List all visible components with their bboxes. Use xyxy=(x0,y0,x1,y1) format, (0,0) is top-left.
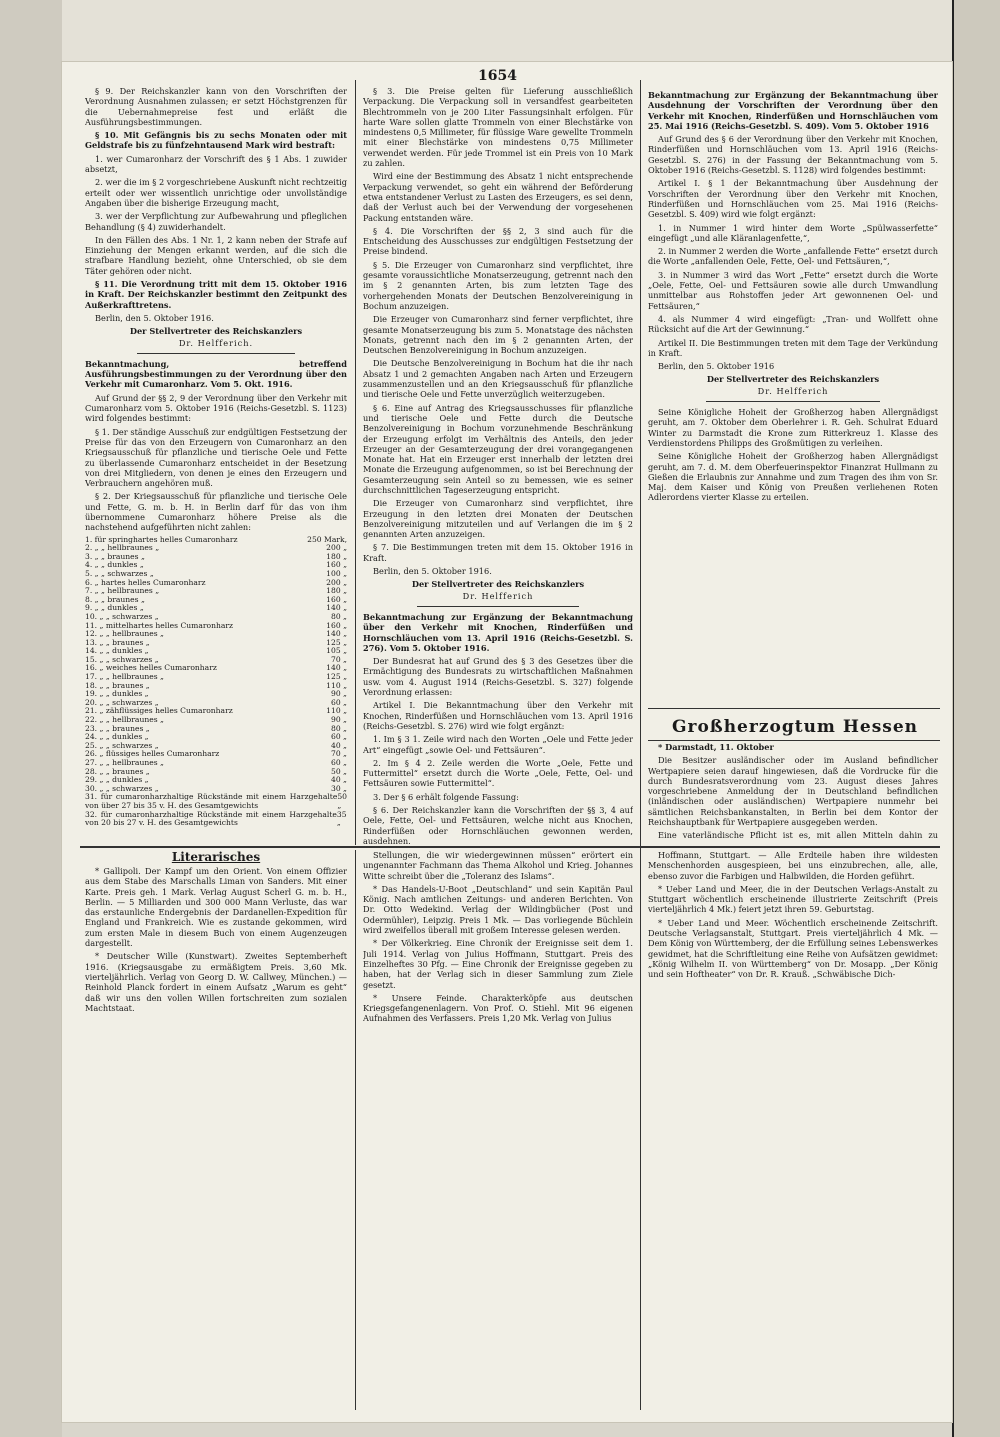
signature-title: Der Stellvertreter des Reichskanzlers xyxy=(706,374,880,385)
column-3 xyxy=(648,86,938,706)
dateline: * Darmstadt, 11. Oktober xyxy=(658,742,774,752)
paragraph: § 10. Mit Gefängnis bis zu sechs Monaten oder mit Geldstrafe bis zu fünfzehntausend Mark wird bestraft: xyxy=(85,130,347,151)
price-value: 140 „ xyxy=(326,603,347,613)
price-value: 105 „ xyxy=(326,646,347,656)
column-rule xyxy=(355,80,356,845)
price-label: 15. „ „ schwarzes „ xyxy=(85,654,159,664)
price-label: 3. „ „ braunes „ xyxy=(85,551,145,561)
price-label: 7. „ „ hellbraunes „ xyxy=(85,586,160,596)
paragraph: * Gallipoli. Der Kampf um den Orient. Von einem Offizier aus dem Stabe des Marschalls Liman von Sanders. Mit einer Karte. Preis geh. 1 Mark. Verlag August Scherl G. m. b. H., Berlin. — 5 Milliarden und 300 000 Mann Verluste, das war das erstaunliche Endergebnis der Dardanellen-Expedition für England und Frankreich. Wie es zustande gekommen, wird zum ersten Male in diesem Buch von einem Augenzeugen dargestellt. xyxy=(85,866,347,949)
paragraph: Artikel I. § 1 der Bekanntmachung über Ausdehnung der Vorschriften der Verordnung über den Verkehr mit Knochen, Rinderfüßen und Hornschläuchen vom 25. Mai 1916 (Reichs-Gesetzbl. S. 409) wird wie folgt ergänzt: xyxy=(648,178,938,220)
price-value: 160 „ xyxy=(326,560,347,570)
paragraph: * Unsere Feinde. Charakterköpfe aus deutschen Kriegsgefangenenlagern. Von Prof. O. Stiehl. Mit 96 eigenen Aufnahmen des Verfassers. Preis 1,20 Mk. Verlag von Julius xyxy=(363,992,633,1024)
paragraph: * Der Völkerkrieg. Eine Chronik der Ereignisse seit dem 1. Juli 1914. Verlag von Julius Hoffmann, Stuttgart. Preis des Einzelheftes 30 Pfg. — Eine Chronik der Ereignisse gegeben zu haben, hat der Verlag sich in dieser Sammlung zum Ziele gesetzt. xyxy=(363,938,633,990)
price-label: 30. „ „ schwarzes „ xyxy=(85,783,159,793)
paragraph: * Das Handels-U-Boot „Deutschland“ und sein Kapitän Paul König. Nach amtlichen Zeitungs- und anderen Berichten. Von Dr. Otto Wedekind. Verlag der Wildingbücher (Post und Odermühler), Leipzig. Preis 1 Mk. — Das vorliegende Büchlein wird zweifellos überall mit großem Interesse gelesen werden. xyxy=(363,883,633,936)
price-label: 1. für springhartes helles Cumaronharz xyxy=(85,534,238,544)
list-item: 1. wer Cumaronharz der Vorschrift des § 1 Abs. 1 zuwider absetzt, xyxy=(85,153,347,175)
column-2 xyxy=(363,86,633,846)
price-label: 18. „ „ braunes „ xyxy=(85,680,150,690)
price-label: 26. „ flüssiges helles Cumaronharz xyxy=(85,749,220,759)
list-item: 2. wer die im § 2 vorgeschriebene Auskunft nicht rechtzeitig erteilt oder wer wissentlich unrichtige oder unvollständige Angaben über die bisherige Erzeugung macht, xyxy=(85,177,347,208)
price-value: 180 „ xyxy=(326,551,347,561)
paragraph: Artikel II. Die Bestimmungen treten mit dem Tage der Verkündung in Kraft. xyxy=(648,337,938,358)
price-value: 60 „ xyxy=(330,732,347,742)
price-label: 8. „ „ braunes „ xyxy=(85,594,145,604)
hessen-news xyxy=(648,742,938,842)
price-label: 6. „ hartes helles Cumaronharz xyxy=(85,577,206,587)
section-title: Großherzogtum Hessen xyxy=(671,717,919,737)
price-value: 35 „ xyxy=(336,809,347,828)
price-label: 5. „ „ schwarzes „ xyxy=(85,568,154,578)
signature-title: Der Stellvertreter des Reichskanzlers xyxy=(411,579,585,590)
list-item: 3. in Nummer 3 wird das Wort „Fette“ ersetzt durch die Worte „Oele, Fette, Oel- und Fettsäuren sowie alle durch Umwandlung unmittelbar aus Rohstoffen jeder Art gewonnenen Oel- und Fettsäuren,“ xyxy=(648,269,938,311)
paragraph: § 2. Der Kriegsausschuß für pflanzliche und tierische Oele und Fette, G. m. b. H. in Berlin darf für das von ihm übernommene Cumaronharz höhere Preise als die nachstehend aufgeführten nicht zahlen: xyxy=(85,491,347,533)
adjacent-page-edge xyxy=(952,0,1000,1437)
top-margin-strip xyxy=(62,0,952,62)
price-value: 100 „ xyxy=(326,568,347,578)
price-value: 200 „ xyxy=(326,543,347,553)
date-line: Berlin, den 5. Oktober 1916 xyxy=(658,361,775,372)
price-list xyxy=(85,536,347,828)
list-item: 2. Im § 4 2. Zeile werden die Worte „Oele, Fette und Futtermittel“ ersetzt durch die Worte „Oele, Fette, Oel- und Fettsäuren sowie Futtermittel“. xyxy=(363,757,633,789)
paragraph: Auf Grund der §§ 2, 9 der Verordnung über den Verkehr mit Cumaronharz vom 5. Oktober 1916 (Reichs-Gesetzbl. S. 1123) wird folgendes bestimmt: xyxy=(85,392,347,424)
section-rule xyxy=(648,740,940,741)
paragraph: § 11. Die Verordnung tritt mit dem 15. Oktober 1916 in Kraft. Der Reichskanzler bestimmt den Zeitpunkt des Außerkrafttretens. xyxy=(85,279,347,310)
price-value: 60 „ xyxy=(330,758,347,768)
price-value: 110 „ xyxy=(326,706,347,716)
paragraph: * Ueber Land und Meer. Wöchentlich erscheinende Zeitschrift. Deutsche Verlagsanstalt, Stuttgart. Preis vierteljährlich 4 Mk. — Dem König von Württemberg, der die Erfüllung seines Lebenswerkes gewidmet, hat die Schriftleitung eine Reihe von Aufsätzen gewidmet: „König Wilhelm II. von Württemberg“ von Dr. Mosapp. „Der König und sein Hoftheater“ von Dr. R. Krauß. „Schwäbische Dich- xyxy=(648,917,938,980)
paragraph: § 1. Der ständige Ausschuß zur endgültigen Festsetzung der Preise für das von den Erzeugern von Cumaronharz an den Kriegsausschuß für pflanzliche und tierische Oele und Fette zu überlassende Cumaronharz entscheidet in der Besetzung von drei Mitgliedern, von denen je eines den Erzeugern und Verbrauchern angehören muß. xyxy=(85,426,347,489)
price-label: 19. „ „ dunkles „ xyxy=(85,689,149,699)
paragraph: § 9. Der Reichskanzler kann von den Vorschriften der Verordnung Ausnahmen zulassen; er setzt Höchstgrenzen für die Uebernahmepreise fest und erläßt die Ausführungsbestimmungen. xyxy=(85,86,347,127)
section-rule xyxy=(648,708,940,709)
price-value: 125 „ xyxy=(326,672,347,682)
paragraph: Auf Grund des § 6 der Verordnung über den Verkehr mit Knochen, Rinderfüßen und Hornschläuchen vom 13. April 1916 (Reichs-Gesetzbl. S. 276) in der Fassung der Bekanntmachung vom 5. Oktober 1916 (Reichs-Gesetzbl. S. 1128) wird folgendes bestimmt: xyxy=(648,134,938,176)
list-item: 1. Im § 3 1. Zeile wird nach den Worten „Oele und Fette jeder Art“ eingefügt „sowie Oel- und Fettsäuren“. xyxy=(363,734,633,755)
price-label: 29. „ „ dunkles „ xyxy=(85,775,149,785)
literature-section-title: Literarisches xyxy=(171,850,261,864)
list-item: 2. in Nummer 2 werden die Worte „anfallende Fette“ ersetzt durch die Worte „anfallenden Oele, Fette, Oel- und Fettsäuren,“, xyxy=(648,246,938,267)
paragraph: In den Fällen des Abs. 1 Nr. 1, 2 kann neben der Strafe auf Einziehung der Mengen erkannt werden, auf die sich die strafbare Handlung bezieht, ohne Unterschied, ob sie dem Täter gehören oder nicht. xyxy=(85,234,347,276)
price-label: 2. „ „ hellbraunes „ xyxy=(85,543,160,553)
price-value: 50 „ xyxy=(337,792,347,810)
paragraph: Artikel I. Die Bekanntmachung über den Verkehr mit Knochen, Rinderfüßen und Hornschläuchen vom 13. April 1916 (Reichs-Gesetzbl. S. 276) wird wie folgt ergänzt: xyxy=(363,700,633,731)
price-label: 10. „ „ schwarzes „ xyxy=(85,611,159,621)
price-value: 125 „ xyxy=(326,637,347,647)
price-value: 30 „ xyxy=(330,783,347,793)
signature-name: Dr. Helfferich. xyxy=(178,337,254,348)
paragraph: Hoffmann, Stuttgart. — Alle Erdteile haben ihre wildesten Menschenhorden ausgespieen, bei uns einzubrechen, alle, alle, ebenso zuvor die Farbigen und Halbwilden, die Horden geführt. xyxy=(648,850,938,881)
paragraph: Stellungen, die wir wiedergewinnen müssen“ erörtert ein ungenannter Fachmann das Thema Alkohol und Krieg. Johannes Witte schreibt über die „Toleranz des Islams“. xyxy=(363,850,633,881)
price-label: 21. „ zähflüssiges helles Cumaronharz xyxy=(85,706,233,716)
literature-column-2 xyxy=(363,850,633,1406)
paragraph: § 4. Die Vorschriften der §§ 2, 3 sind auch für die Entscheidung des Ausschusses zur endgültigen Festsetzung der Preise bindend. xyxy=(363,225,633,257)
list-item: 3. Der § 6 erhält folgende Fassung: xyxy=(373,791,519,802)
paragraph: Wird eine der Bestimmung des Absatz 1 nicht entsprechende Verpackung verwendet, so geht ein während der Beförderung etwa entstandener Verlust zu Lasten des Erzeugers, es sei denn, daß der Verlust auch bei der Verwendung der vorgesehenen Packung entstanden wäre. xyxy=(363,171,633,223)
price-row xyxy=(85,811,347,828)
price-value: 200 „ xyxy=(326,577,347,587)
column-rule xyxy=(640,80,641,1410)
price-row xyxy=(85,793,347,810)
price-label: 31. für cumaronharzhaltige Rückstände mit einem Harzgehalte von über 27 bis 35 v. H. des Gesamtgewichts xyxy=(85,792,338,810)
paragraph: § 5. Die Erzeuger von Cumaronharz sind verpflichtet, ihre gesamte voraussichtliche Monatserzeugung, getrennt nach den im § 2 genannten Arten, bis zum letzten Tage des vorhergehenden Monats der Deutschen Benzolvereinigung in Bochum anzuzeigen. xyxy=(363,259,633,311)
literature-column-3 xyxy=(648,850,938,1406)
price-value: 250 Mark, xyxy=(307,534,347,544)
price-value: 40 „ xyxy=(330,775,347,785)
paragraph: Die Erzeuger von Cumaronharz sind ferner verpflichtet, ihre gesamte Monatserzeugung bis zum 5. Monatstage des nächsten Monats, getrennt nach den im § 2 genannten Arten, der Deutschen Benzolvereinigung in Bochum anzuzeigen. xyxy=(363,314,633,356)
price-label: 9. „ „ dunkles „ xyxy=(85,603,144,613)
paragraph: Die Besitzer ausländischer oder im Ausland befindlicher Wertpapiere seien darauf hingewiesen, daß die Vordrucke für die durch Bundesratsverordnung vom 23. August dieses Jahres vorgeschriebene Anmeldung der in Deutschland befindlichen (inländischen oder ausländischen) Wertpapiere nunmehr bei sämtlichen Reichsbankanstalten, in Berlin bei dem Kontor der Reichshauptbank für Wertpapiere ausgegeben werden. xyxy=(648,755,938,828)
list-item: 3. wer der Verpflichtung zur Aufbewahrung und pfleglichen Behandlung (§ 4) zuwiderhandelt. xyxy=(85,211,347,232)
price-value: 110 „ xyxy=(326,680,347,690)
paragraph: Die Deutsche Benzolvereinigung in Bochum hat die ihr nach Absatz 1 und 2 gemachten Angaben nach Arten und Erzeugern zusammenzustellen und an den Kriegsausschuß für pflanzliche und tierische Oele und Fette unverzüglich weiterzugeben. xyxy=(363,358,633,400)
price-value: 140 „ xyxy=(326,663,347,673)
paragraph: Die Erzeuger von Cumaronharz sind verpflichtet, ihre Erzeugung in den letzten drei Monaten der Deutschen Benzolvereinigung mitzuteilen und auf Verlangen die im § 2 genannten Arten anzuzeigen. xyxy=(363,498,633,540)
separator xyxy=(137,353,294,354)
separator xyxy=(706,401,880,402)
column-rule xyxy=(355,850,356,1410)
paragraph: Seine Königliche Hoheit der Großherzog haben Allergnädigst geruht, am 7. d. M. dem Oberfeuerinspektor Finanzrat Hullmann zu Gießen die Erlaubnis zur Annahme und zum Tragen des ihm von Sr. Maj. dem Kaiser und König von Preußen verliehenen Roten Adlerordens vierter Klasse zu erteilen. xyxy=(648,451,938,503)
signature-name: Dr. Helfferich xyxy=(462,590,534,601)
price-value: 80 „ xyxy=(330,611,347,621)
price-value: 90 „ xyxy=(330,689,347,699)
price-value: 160 „ xyxy=(326,620,347,630)
price-label: 24. „ „ dunkles „ xyxy=(85,732,149,742)
price-label: 14. „ „ dunkles „ xyxy=(85,646,149,656)
price-label: 20. „ „ schwarzes „ xyxy=(85,697,159,707)
price-value: 80 „ xyxy=(330,723,347,733)
paragraph: § 6. Eine auf Antrag des Kriegsausschusses für pflanzliche und tierische Oele und Fette durch die Deutsche Benzolvereinigung in Bochum vorzunehmende Beschränkung der Erzeugung erfolgt im Verhältnis des Anteils, den jeder Erzeuger an der Gesamterzeugung der drei vorangegangenen Monate hat. Hat ein Erzeuger erst innerhalb der letzten drei Monate die Erzeugung aufgenommen, so ist bei Berechnung der Gesamterzeugung sein Anteil so zu bemessen, wie es seiner durchschnittlichen Tageserzeugung entspricht. xyxy=(363,402,633,495)
price-value: 180 „ xyxy=(326,586,347,596)
separator xyxy=(417,606,579,607)
price-value: 40 „ xyxy=(330,740,347,750)
price-value: 140 „ xyxy=(326,629,347,639)
price-label: 16. „ weiches helles Cumaronharz xyxy=(85,663,217,673)
price-label: 17. „ „ hellbraunes „ xyxy=(85,672,164,682)
price-label: 27. „ „ hellbraunes „ xyxy=(85,758,164,768)
price-label: 23. „ „ braunes „ xyxy=(85,723,150,733)
price-value: 160 „ xyxy=(326,594,347,604)
price-label: 22. „ „ hellbraunes „ xyxy=(85,715,164,725)
price-value: 70 „ xyxy=(330,654,347,664)
notice-heading: Bekanntmachung, betreffend Ausführungsbestimmungen zu der Verordnung über den Verkehr mit Cumaronharz. Vom 5. Okt. 1916. xyxy=(85,358,347,390)
left-margin-strip xyxy=(0,0,62,1437)
notice-heading: Bekanntmachung zur Ergänzung der Bekanntmachung über den Verkehr mit Knochen, Rinderfüßen und Hornschläuchen vom 13. April 1916 (Reichs-Gesetzbl. S. 276). Vom 5. Oktober 1916. xyxy=(363,611,633,653)
paragraph: Der Bundesrat hat auf Grund des § 3 des Gesetzes über die Ermächtigung des Bundesrats zu wirtschaftlichen Maßnahmen usw. vom 4. August 1914 (Reichs-Gesetzbl. S. 327) folgende Verordnung erlassen: xyxy=(363,656,633,698)
paragraph: § 6. Der Reichskanzler kann die Vorschriften der §§ 3, 4 auf Oele, Fette, Oel- und Fettsäuren, welche nicht aus Knochen, Rinderfüßen oder Hornschläuchen gewonnen werden, ausdehnen. xyxy=(363,805,633,846)
price-value: 90 „ xyxy=(330,715,347,725)
page-number: 1654 xyxy=(478,68,517,84)
price-label: 13. „ „ braunes „ xyxy=(85,637,150,647)
paragraph: * Ueber Land und Meer, die in der Deutschen Verlags-Anstalt zu Stuttgart wöchentlich erscheinende illustrierte Zeitschrift (Preis vierteljährlich 4 Mk.) feiert jetzt ihren 59. Geburtstag. xyxy=(648,883,938,915)
date-line: Berlin, den 5. Oktober 1916. xyxy=(95,312,214,323)
paragraph: § 3. Die Preise gelten für Lieferung ausschließlich Verpackung. Die Verpackung soll in versandfest gearbeiteten Blechtrommeln von je 200 Liter Fassungsinhalt erfolgen. Für harte Ware sollen glatte Trommeln von einer Blechstärke von mindestens 0,5 Millimeter, für flüssige Ware gewellte Trommeln mit einer Blechstärke von mindestens 0,75 Millimeter verwendet werden. Für jede Trommel ist ein Preis von 10 Mark zu zahlen. xyxy=(363,86,633,169)
signature-title: Der Stellvertreter des Reichskanzlers xyxy=(129,326,303,337)
paragraph: Seine Königliche Hoheit der Großherzog haben Allergnädigst geruht, am 7. Oktober dem Oberlehrer i. R. Geh. Schulrat Eduard Winter zu Darmstadt die Krone zum Ritterkreuz 1. Klasse des Verdienstordens Philipps des Großmütigen zu verleihen. xyxy=(648,407,938,448)
list-item: 1. in Nummer 1 wird hinter dem Worte „Spülwasserfette“ eingefügt „und alle Kläranlagenfette,“, xyxy=(648,222,938,243)
notice-heading: Bekanntmachung zur Ergänzung der Bekanntmachung über Ausdehnung der Vorschriften der Verordnung über den Verkehr mit Knochen, Rinderfüßen und Hornschläuchen vom 25. Mai 1916 (Reichs-Gesetzbl. S. 409). Vom 5. Oktober 1916 xyxy=(648,90,938,131)
paragraph: § 7. Die Bestimmungen treten mit dem 15. Oktober 1916 in Kraft. xyxy=(363,542,633,563)
literature-column-1 xyxy=(85,866,347,1406)
horizontal-rule xyxy=(80,846,940,848)
price-value: 70 „ xyxy=(330,749,347,759)
price-label: 28. „ „ braunes „ xyxy=(85,766,150,776)
price-label: 11. „ mittelhartes helles Cumaronharz xyxy=(85,620,234,630)
signature-name: Dr. Helfferich xyxy=(757,385,829,396)
price-label: 12. „ „ hellbraunes „ xyxy=(85,629,164,639)
price-value: 50 „ xyxy=(330,766,347,776)
price-value: 60 „ xyxy=(330,697,347,707)
price-label: 4. „ „ dunkles „ xyxy=(85,560,144,570)
paragraph: * Deutscher Wille (Kunstwart). Zweites Septemberheft 1916. (Kriegsausgabe zu ermäßigtem Preis. 3,60 Mk. vierteljährlich. Verlag von Georg D. W. Callwey, München.) — Reinhold Planck fordert in einem Aufsatz „Warum es geht“ daß wir uns den vollen Willen fortschreiten zum sozialen Machtstaat. xyxy=(85,951,347,1013)
column-1 xyxy=(85,86,347,828)
price-label: 32. für cumaronharzhaltige Rückstände mit einem Harzgehalte von 20 bis 27 v. H. des Gesamtgewichts xyxy=(85,809,337,828)
paragraph: Eine vaterländische Pflicht ist es, mit allen Mitteln dahin zu xyxy=(658,830,938,841)
price-label: 25. „ „ schwarzes „ xyxy=(85,740,159,750)
date-line: Berlin, den 5. Oktober 1916. xyxy=(373,566,492,577)
list-item: 4. als Nummer 4 wird eingefügt: „Tran- und Wollfett ohne Rücksicht auf die Art der Gewinnung.“ xyxy=(648,313,938,335)
